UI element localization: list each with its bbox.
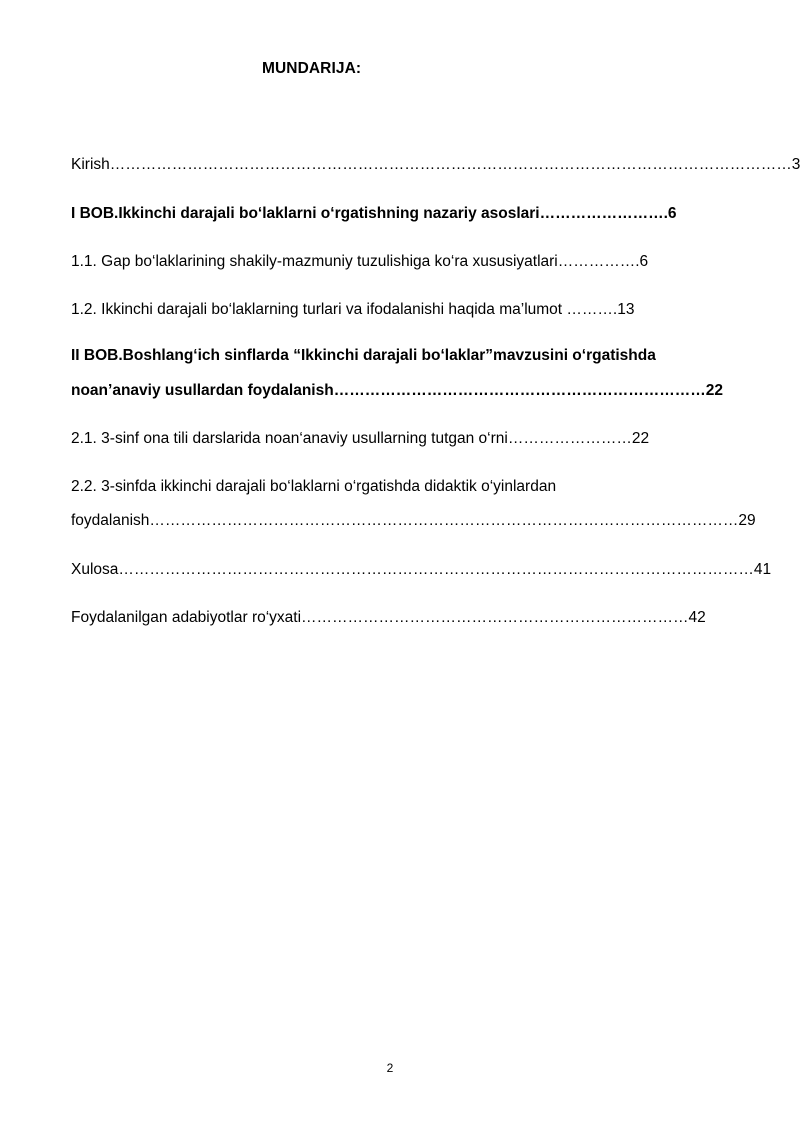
- toc-entry-chapter-1: I BOB.Ikkinchi darajali bo‘laklarni o‘rgatishning nazariy asoslari…………………….6: [71, 205, 677, 222]
- toc-entry-section-1-2: 1.2. Ikkinchi darajali bo‘laklarning turlari va ifodalanishi haqida ma’lumot ……….13: [71, 301, 635, 318]
- page-title: MUNDARIJA:: [262, 60, 362, 77]
- page-number: 2: [386, 1061, 394, 1075]
- toc-entry-xulosa: Xulosa……………………………………………………………………………………………………………41: [71, 561, 772, 578]
- toc-entry-references: Foydalanilgan adabiyotlar ro‘yxati…………………………………………………………………42: [71, 609, 706, 626]
- toc-entry-chapter-2-line-2: noan’anaviy usullardan foydalanish………………………………………………………………22: [71, 382, 723, 399]
- toc-entry-chapter-2-line-1: II BOB.Boshlang‘ich sinflarda “Ikkinchi darajali bo‘laklar”mavzusini o‘rgatishda: [71, 347, 656, 364]
- toc-entry-section-2-1: 2.1. 3-sinf ona tili darslarida noan‘anaviy usullarning tutgan o‘rni……………………22: [71, 430, 650, 447]
- toc-entry-section-2-2-line-1: 2.2. 3-sinfda ikkinchi darajali bo‘laklarni o‘rgatishda didaktik o‘yinlardan: [71, 478, 557, 495]
- toc-entry-kirish: Kirish……………………………………………………………………………………………………………………3: [71, 156, 800, 173]
- toc-entry-section-2-2-line-2: foydalanish……………………………………………………………………………………………………29: [71, 512, 756, 529]
- toc-entry-section-1-1: 1.1. Gap bo‘laklarining shakily-mazmuniy tuzulishiga ko‘ra xususiyatlari…………….6: [71, 253, 649, 270]
